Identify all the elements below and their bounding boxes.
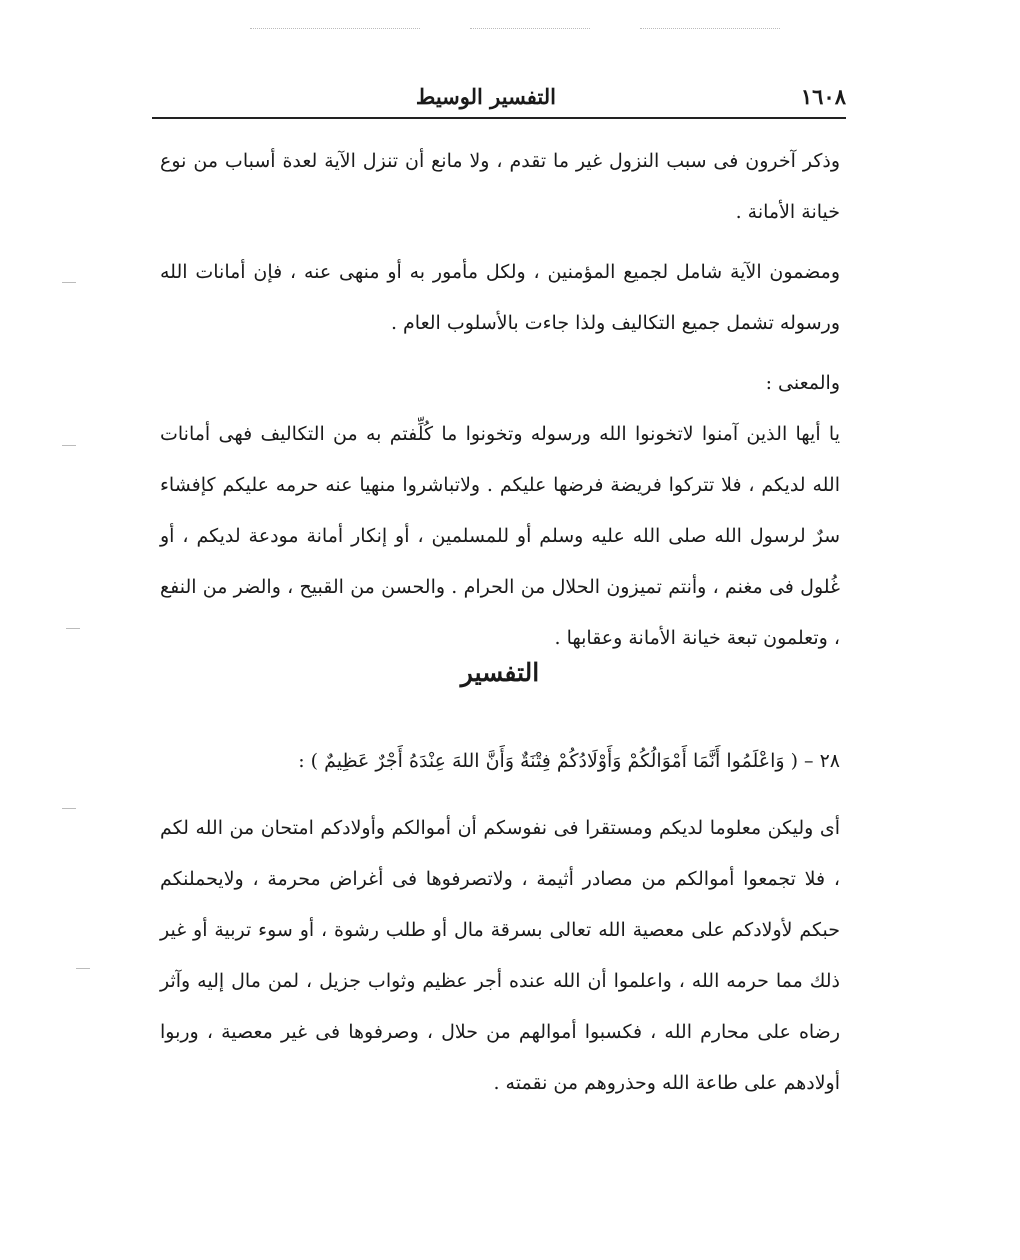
scan-artifact [62,445,76,446]
scan-artifact [76,968,90,969]
scan-artifact [62,808,76,809]
scan-artifact [66,628,80,629]
page-number: ١٦٠٨ [800,84,846,109]
scan-artifact [250,28,420,29]
paragraph-revelation-causes: وذكر آخرون فى سبب النزول غير ما تقدم ، ولا مانع أن تنزل الآية لعدة أسباب من نوع خيانة الأمانة . [160,150,840,223]
header-rule [152,117,846,119]
scan-artifact [470,28,590,29]
paragraph-verse-commentary: أى وليكن معلوما لديكم ومستقرا فى نفوسكم أن أموالكم وأولادكم امتحان من الله لكم ، فلا تجمعوا أموالكم من مصادر أثيمة ، ولاتصرفوها فى أغراض محرمة ، ولايحملنكم حبكم لأولادكم على معصية الله تعالى بسرقة مال أو طلب رشوة ، أو سوء تربية أو غير ذلك مما حرمه الله ، واعلموا أن الله عنده أجر عظيم وثواب جزيل ، لمن مال إليه وآثر رضاه على محارم الله ، فكسبوا أموالهم من حلال ، وصرفوها فى غير معصية ، وربوا أولادهم على طاعة الله وحذروهم من نقمته . [160,817,840,1094]
paragraph-meaning-heading: والمعنى : [765,372,840,394]
section-heading: التفسير [460,658,540,687]
scan-artifact [640,28,780,29]
paragraph-meaning: يا أيها الذين آمنوا لاتخونوا الله ورسوله وتخونوا ما كُلِّفتم به من التكاليف فهى أمانات الله لديكم ، فلا تتركوا فريضة فرضها عليكم . ولاتباشروا منهيا عنه حرمه عليكم كإفشاء سرٌ لرسول الله صلى الله عليه وسلم أو للمسلمين ، أو إنكار أمانة مودعة لديكم ، أو غُلول فى مغنم ، وأنتم تميزون الحلال من الحرام . والحسن من القبيح ، والضر من النفع ، وتعلمون تبعة خيانة الأمانة وعقابها . [160,423,840,649]
quran-verse: ٢٨ – ( وَاعْلَمُوا أَنَّمَا أَمْوَالُكُمْ وَأَوْلَادُكُمْ فِتْنَةٌ وَأَنَّ اللهَ عِنْدَهُ أَجْرٌ عَظِيمٌ ) : [298,750,840,772]
page-header [152,78,846,112]
scan-artifact [62,282,76,283]
book-title: التفسير الوسيط [415,84,556,109]
paragraph-verse-scope: ومضمون الآية شامل لجميع المؤمنين ، ولكل مأمور به أو منهى عنه ، فإن أمانات الله ورسوله تشمل جميع التكاليف ولذا جاءت بالأسلوب العام . [160,261,840,334]
